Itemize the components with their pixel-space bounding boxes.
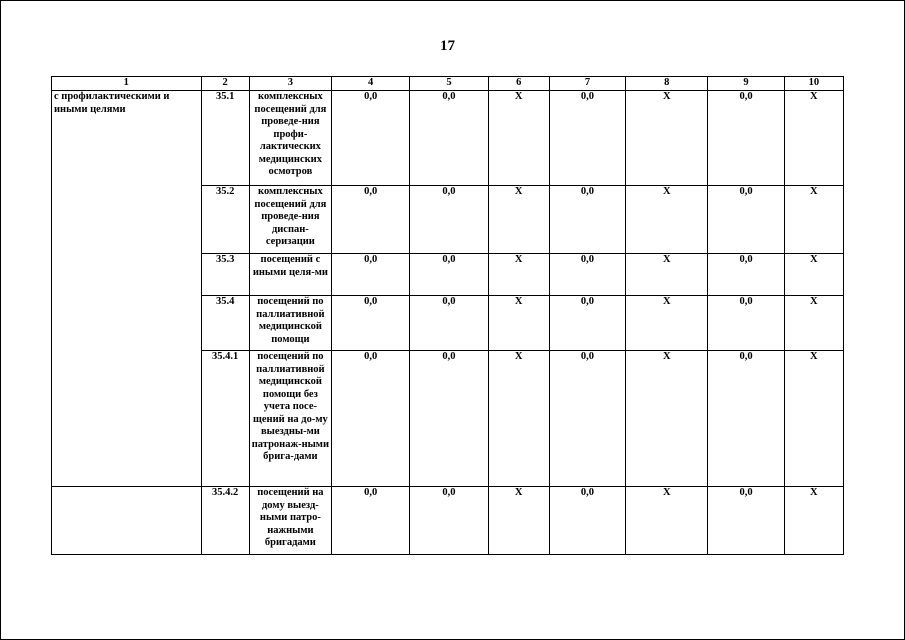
- cell-value: 0,0: [410, 254, 488, 296]
- cell-value: Х: [488, 186, 549, 254]
- cell-value: 0,0: [708, 296, 784, 351]
- cell-value: 0,0: [549, 487, 625, 555]
- row-code: 35.3: [201, 254, 249, 296]
- cell-value: 0,0: [708, 254, 784, 296]
- row-code: 35.1: [201, 91, 249, 186]
- cell-value: 0,0: [549, 296, 625, 351]
- cell-value: Х: [626, 351, 708, 487]
- column-header: 5: [410, 77, 488, 91]
- row-name: комплексных посещений для проведе-ния диспан-серизации: [249, 186, 331, 254]
- row-code: 35.2: [201, 186, 249, 254]
- cell-value: 0,0: [708, 351, 784, 487]
- cell-value: 0,0: [332, 186, 410, 254]
- row-name: посещений по паллиативной медицинской помощи: [249, 296, 331, 351]
- cell-value: Х: [784, 91, 843, 186]
- cell-value: 0,0: [708, 91, 784, 186]
- cell-value: Х: [784, 254, 843, 296]
- cell-value: Х: [784, 487, 843, 555]
- cell-value: Х: [626, 186, 708, 254]
- column-header: 9: [708, 77, 784, 91]
- column-header: 4: [332, 77, 410, 91]
- cell-value: 0,0: [549, 351, 625, 487]
- cell-value: Х: [488, 296, 549, 351]
- table-row: [52, 91, 844, 186]
- cell-value: Х: [626, 487, 708, 555]
- cell-value: 0,0: [410, 351, 488, 487]
- table-row: [52, 487, 844, 555]
- cell-value: 0,0: [332, 487, 410, 555]
- cell-value: Х: [488, 254, 549, 296]
- cell-value: 0,0: [549, 91, 625, 186]
- column-header: 2: [201, 77, 249, 91]
- cell-value: 0,0: [332, 254, 410, 296]
- row-name: посещений на дому выезд-ными патро-нажными бригадами: [249, 487, 331, 555]
- row-name: комплексных посещений для проведе-ния профи-лактических медицинских осмотров: [249, 91, 331, 186]
- cell-value: Х: [626, 254, 708, 296]
- cell-value: Х: [784, 296, 843, 351]
- column-header: 10: [784, 77, 843, 91]
- cell-value: 0,0: [410, 91, 488, 186]
- row-code: 35.4: [201, 296, 249, 351]
- header-row: [52, 77, 844, 91]
- column-header: 3: [249, 77, 331, 91]
- column-header: 7: [549, 77, 625, 91]
- row-name: посещений по паллиативной медицинской помощи без учета посе-щений на до-му выездны-ми патронаж-ными брига-дами: [249, 351, 331, 487]
- row-code: 35.4.2: [201, 487, 249, 555]
- data-table: [51, 76, 844, 555]
- row-name: посещений с иными целя-ми: [249, 254, 331, 296]
- cell-value: 0,0: [708, 186, 784, 254]
- empty-cell: [52, 487, 202, 555]
- cell-value: 0,0: [410, 487, 488, 555]
- cell-value: Х: [488, 487, 549, 555]
- cell-value: 0,0: [332, 91, 410, 186]
- cell-value: Х: [488, 351, 549, 487]
- cell-value: 0,0: [410, 296, 488, 351]
- cell-value: Х: [626, 296, 708, 351]
- row-code: 35.4.1: [201, 351, 249, 487]
- column-header: 8: [626, 77, 708, 91]
- group-label-cell: с профилактическими и иными целями: [52, 91, 202, 487]
- page-number: 17: [440, 38, 455, 54]
- cell-value: 0,0: [549, 254, 625, 296]
- cell-value: 0,0: [332, 296, 410, 351]
- column-header: 6: [488, 77, 549, 91]
- cell-value: Х: [488, 91, 549, 186]
- cell-value: Х: [784, 186, 843, 254]
- cell-value: 0,0: [410, 186, 488, 254]
- column-header: 1: [52, 77, 202, 91]
- cell-value: Х: [784, 351, 843, 487]
- cell-value: Х: [626, 91, 708, 186]
- cell-value: 0,0: [332, 351, 410, 487]
- cell-value: 0,0: [549, 186, 625, 254]
- cell-value: 0,0: [708, 487, 784, 555]
